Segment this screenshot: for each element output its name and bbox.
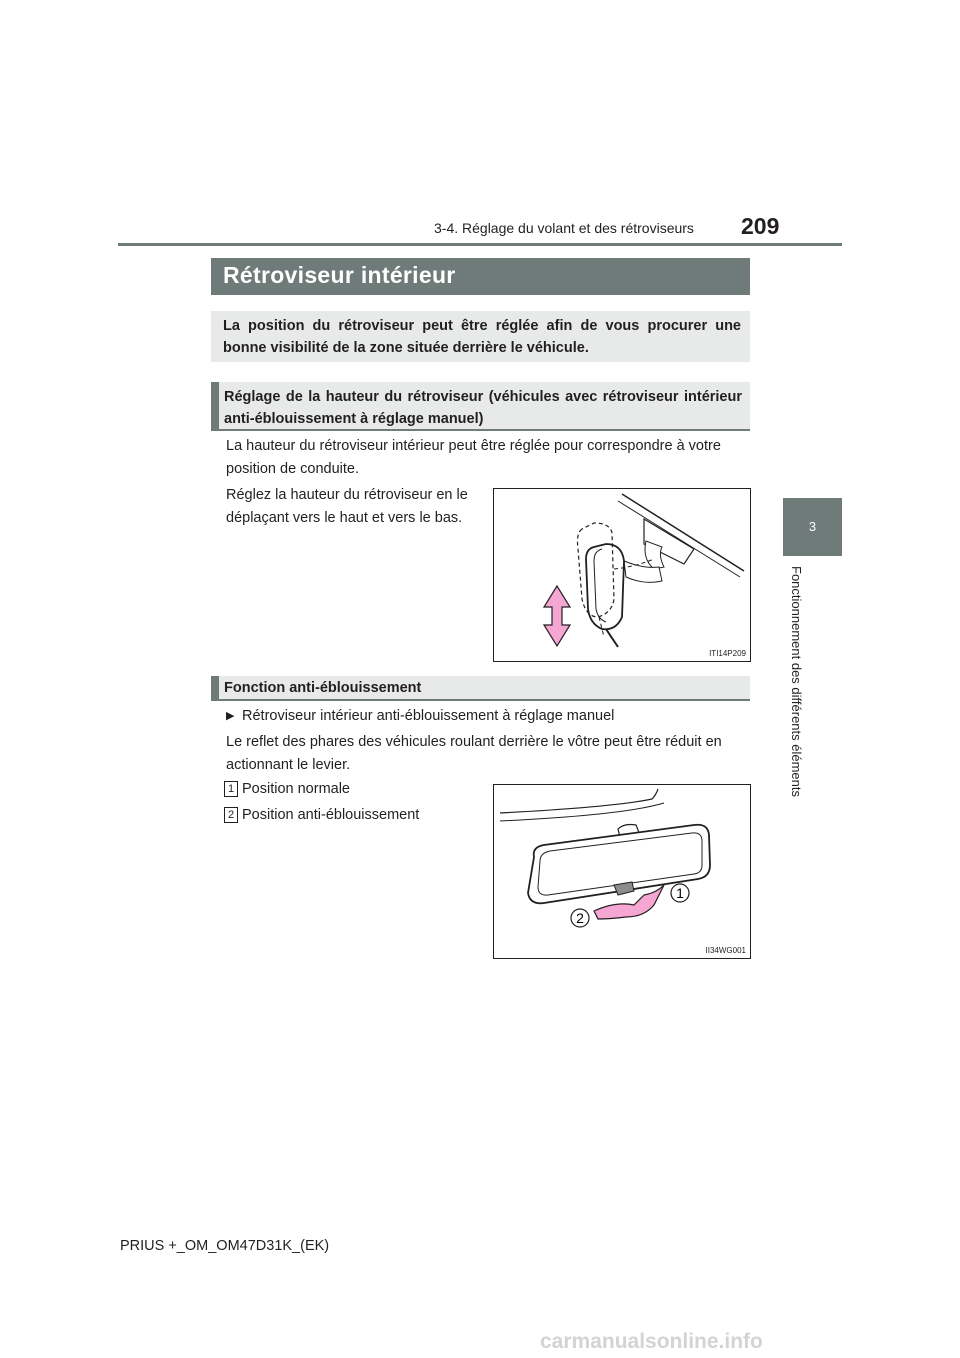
section2-para: Le reflet des phares des véhicules roulant derrière le vôtre peut être réduit en actionnant le levier. — [226, 734, 722, 773]
item-label-2: Position anti-éblouissement — [242, 807, 420, 823]
figure-mirror-height — [493, 488, 751, 662]
page-title: Rétroviseur intérieur — [223, 262, 456, 288]
section1-heading-box — [211, 382, 750, 431]
section2-heading-bar — [211, 676, 219, 699]
section1-heading-bar — [211, 382, 219, 429]
callout-1: 1 — [676, 885, 684, 901]
intro-text: La position du rétroviseur peut être réglée afin de vous procurer une bonne visibilité de la zone située derrière le véhicule. — [223, 318, 741, 356]
figure1-code: ITI14P209 — [709, 649, 746, 658]
section2-heading-box — [211, 676, 750, 701]
item-number-1: 1 — [224, 781, 238, 797]
chapter-side-label: Fonctionnement des différents éléments — [789, 566, 804, 798]
figure2-code: II34WG001 — [705, 946, 746, 955]
footer-code: PRIUS +_OM_OM47D31K_(EK) — [120, 1238, 330, 1254]
header-rule — [118, 243, 842, 246]
up-down-arrow-icon — [544, 586, 570, 646]
bullet-triangle-icon: ▶ — [226, 710, 235, 722]
section2-bullet: Rétroviseur intérieur anti-éblouissement à réglage manuel — [242, 708, 615, 724]
page-number: 209 — [741, 213, 780, 239]
item-number-2: 2 — [224, 807, 238, 823]
watermark: carmanualsonline.info — [540, 1330, 763, 1353]
chapter-tab-number: 3 — [808, 519, 817, 534]
item-label-1: Position normale — [242, 781, 350, 797]
callout-2: 2 — [576, 910, 584, 926]
section1-para1: La hauteur du rétroviseur intérieur peut être réglée pour correspondre à votre position de conduite. — [226, 438, 721, 477]
section1-heading: Réglage de la hauteur du rétroviseur (véhicules avec rétroviseur intérieur anti-éblouissement à réglage manuel) — [224, 389, 742, 427]
section2-heading: Fonction anti-éblouissement — [224, 680, 422, 696]
section1-para2: Réglez la hauteur du rétroviseur en le déplaçant vers le haut et vers le bas. — [226, 487, 468, 526]
figure-anti-glare — [493, 784, 751, 959]
anti-glare-illustration — [494, 785, 750, 958]
section-header: 3-4. Réglage du volant et des rétroviseurs — [434, 220, 694, 236]
mirror-height-illustration — [494, 489, 750, 661]
